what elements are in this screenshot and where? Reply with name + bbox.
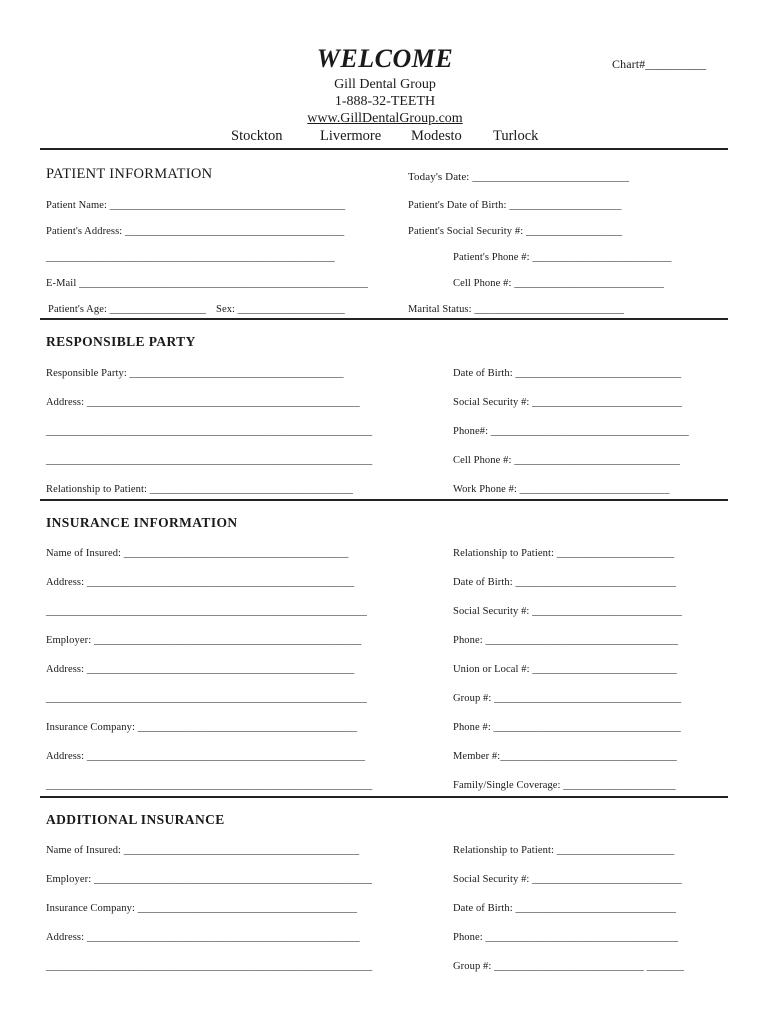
union-local-field[interactable]: Union or Local #: ___________________________ bbox=[453, 664, 677, 675]
additional-address-line2-field[interactable]: _____________________________________________________________ bbox=[46, 961, 373, 972]
responsible-address-field[interactable]: Address: ___________________________________________________ bbox=[46, 397, 360, 408]
responsible-party-name-field[interactable]: Responsible Party: ________________________________________ bbox=[46, 368, 344, 379]
org-phone: 1-888-32-TEETH bbox=[334, 94, 436, 109]
additional-address-field[interactable]: Address: ___________________________________________________ bbox=[46, 932, 360, 943]
responsible-dob-field[interactable]: Date of Birth: _______________________________ bbox=[453, 368, 682, 379]
additional-phone-field[interactable]: Phone: ____________________________________ bbox=[453, 932, 679, 943]
patient-ssn-field[interactable]: Patient's Social Security #: __________________ bbox=[408, 226, 623, 237]
responsible-address-line2-field[interactable]: _____________________________________________________________ bbox=[46, 426, 373, 437]
insurance-company-phone-field[interactable]: Phone #: ___________________________________ bbox=[453, 722, 681, 733]
additional-group-number-field[interactable]: Group #: ____________________________ _______ bbox=[453, 961, 685, 972]
employer-phone-field[interactable]: Phone: ____________________________________ bbox=[453, 635, 679, 646]
insured-ssn-field[interactable]: Social Security #: ____________________________ bbox=[453, 606, 682, 617]
patient-address-line2-field[interactable]: ______________________________________________________ bbox=[46, 252, 335, 263]
responsible-address-line3-field[interactable]: _____________________________________________________________ bbox=[46, 455, 373, 466]
insured-dob-field[interactable]: Date of Birth: ______________________________ bbox=[453, 577, 676, 588]
responsible-work-phone-field[interactable]: Work Phone #: ____________________________ bbox=[453, 484, 670, 495]
section-title-insurance-information: INSURANCE INFORMATION bbox=[46, 515, 238, 530]
responsible-phone-field[interactable]: Phone#: _____________________________________ bbox=[453, 426, 689, 437]
coverage-type-field[interactable]: Family/Single Coverage: _____________________ bbox=[453, 780, 676, 791]
patient-age-field[interactable]: Patient's Age: __________________ bbox=[48, 304, 207, 315]
patient-cell-field[interactable]: Cell Phone #: ____________________________ bbox=[453, 278, 664, 289]
form-title: WELCOME bbox=[316, 44, 454, 73]
patient-dob-field[interactable]: Patient's Date of Birth: _____________________ bbox=[408, 200, 622, 211]
employer-address-line2-field[interactable]: ____________________________________________________________ bbox=[46, 693, 367, 704]
responsible-cell-field[interactable]: Cell Phone #: _______________________________ bbox=[453, 455, 681, 466]
member-number-field[interactable]: Member #:_________________________________ bbox=[453, 751, 677, 762]
additional-relationship-field[interactable]: Relationship to Patient: ______________________ bbox=[453, 845, 675, 856]
patient-address-field[interactable]: Patient's Address: _________________________________________ bbox=[46, 226, 345, 237]
additional-dob-field[interactable]: Date of Birth: ______________________________ bbox=[453, 903, 676, 914]
marital-status-field[interactable]: Marital Status: ____________________________ bbox=[408, 304, 625, 315]
insured-address-field[interactable]: Address: __________________________________________________ bbox=[46, 577, 355, 588]
insured-relationship-field[interactable]: Relationship to Patient: ______________________ bbox=[453, 548, 675, 559]
additional-insurance-company-field[interactable]: Insurance Company: _________________________________________ bbox=[46, 903, 358, 914]
patient-email-field[interactable]: E-Mail ______________________________________________________ bbox=[46, 278, 368, 289]
employer-address-field[interactable]: Address: __________________________________________________ bbox=[46, 664, 355, 675]
location-modesto: Modesto bbox=[411, 128, 462, 144]
patient-phone-field[interactable]: Patient's Phone #: __________________________ bbox=[453, 252, 672, 263]
insurance-company-field[interactable]: Insurance Company: _________________________________________ bbox=[46, 722, 358, 733]
group-number-field[interactable]: Group #: ___________________________________ bbox=[453, 693, 682, 704]
employer-field[interactable]: Employer: __________________________________________________ bbox=[46, 635, 362, 646]
chart-number-field[interactable]: Chart#__________ bbox=[612, 57, 707, 71]
divider bbox=[40, 796, 728, 798]
org-name: Gill Dental Group bbox=[334, 77, 436, 92]
divider bbox=[40, 318, 728, 320]
divider bbox=[40, 499, 728, 501]
section-title-responsible-party: RESPONSIBLE PARTY bbox=[46, 334, 196, 349]
additional-employer-field[interactable]: Employer: ____________________________________________________ bbox=[46, 874, 373, 885]
insured-address-line2-field[interactable]: ____________________________________________________________ bbox=[46, 606, 367, 617]
org-website-link[interactable]: www.GillDentalGroup.com bbox=[307, 111, 463, 126]
todays-date-field[interactable]: Today's Date: ____________________________ bbox=[408, 171, 630, 183]
location-livermore: Livermore bbox=[320, 128, 382, 144]
location-turlock: Turlock bbox=[493, 128, 539, 144]
additional-insured-name-field[interactable]: Name of Insured: ____________________________________________ bbox=[46, 845, 360, 856]
location-stockton: Stockton bbox=[231, 128, 283, 144]
section-title-additional-insurance: ADDITIONAL INSURANCE bbox=[46, 812, 225, 827]
insurance-company-address-line2-field[interactable]: _____________________________________________________________ bbox=[46, 780, 373, 791]
additional-ssn-field[interactable]: Social Security #: ____________________________ bbox=[453, 874, 682, 885]
responsible-ssn-field[interactable]: Social Security #: ____________________________ bbox=[453, 397, 682, 408]
patient-sex-field[interactable]: Sex: ____________________ bbox=[216, 304, 345, 315]
insurance-company-address-field[interactable]: Address: ____________________________________________________ bbox=[46, 751, 366, 762]
insured-name-field[interactable]: Name of Insured: __________________________________________ bbox=[46, 548, 349, 559]
divider bbox=[40, 148, 728, 150]
patient-name-field[interactable]: Patient Name: ____________________________________________ bbox=[46, 200, 346, 211]
section-title-patient-information: PATIENT INFORMATION bbox=[46, 166, 213, 182]
responsible-relationship-field[interactable]: Relationship to Patient: ______________________________________ bbox=[46, 484, 354, 495]
